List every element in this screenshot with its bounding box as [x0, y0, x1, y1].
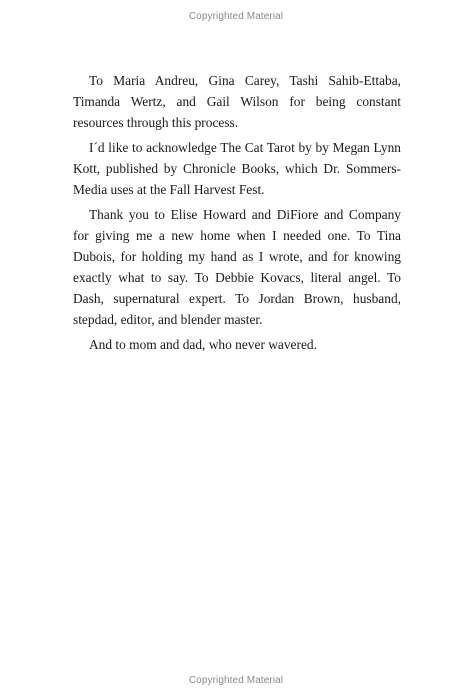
copyright-watermark-bottom: Copyrighted Material	[188, 675, 284, 686]
paragraph-4: And to mom and dad, who never wavered.	[89, 337, 317, 352]
acknowledgments-text	[73, 70, 401, 359]
paragraph-1: To Maria Andreu, Gina Carey, Tashi Sahib-Ettaba, Timanda Wertz, and Gail Wilson for being constant resources through this process.	[73, 73, 401, 130]
paragraph-2: I´d like to acknowledge The Cat Tarot by by Megan Lynn Kott, published by Chronicle Books, which Dr. Sommers-Media uses at the Fall Harvest Fest.	[73, 140, 401, 197]
copyright-watermark-top: Copyrighted Material	[188, 11, 284, 22]
paragraph-3: Thank you to Elise Howard and DiFiore and Company for giving me a new home when I needed one. To Tina Dubois, for holding my hand as I wrote, and for knowing exactly what to say. To Debbie Kovacs, literal angel. To Dash, supernatural expert. To Jordan Brown, husband, stepdad, editor, and blender master.	[73, 207, 401, 327]
